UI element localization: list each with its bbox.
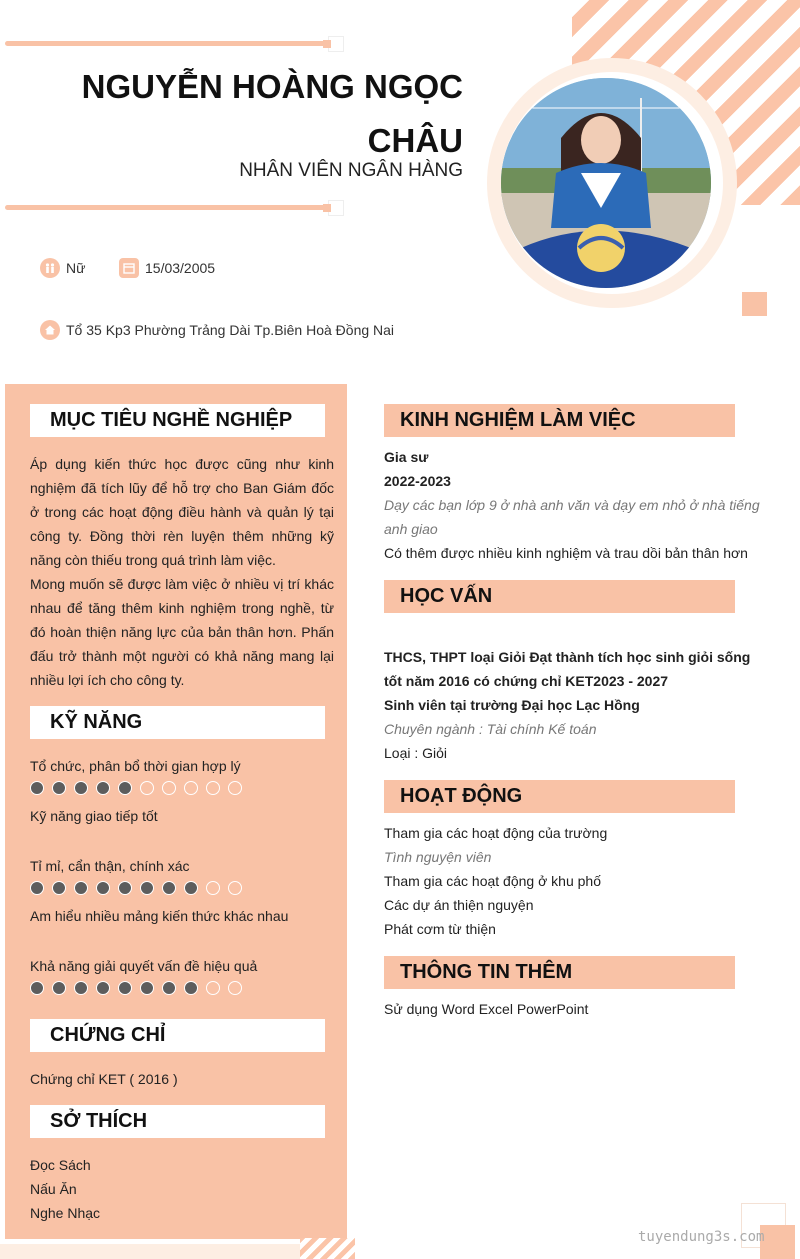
extra-info-heading: THÔNG TIN THÊM [384,956,735,989]
gender-info [40,258,85,278]
rating-dot-filled [74,781,88,795]
rating-dot-empty [206,881,220,895]
rating-dot-filled [52,981,66,995]
birthday-text: 15/03/2005 [145,260,216,276]
experience-heading: KINH NGHIỆM LÀM VIỆC [384,404,735,437]
rating-dot-filled [30,881,44,895]
rating-dot-filled [118,881,132,895]
skill-rating [30,881,242,895]
education-line-2: Sinh viên tại trường Đại học Lạc Hồng [384,697,640,713]
decorative-stripes-bottom [300,1238,355,1259]
rating-dot-filled [118,981,132,995]
decorative-line-top [5,41,327,46]
hobbies-heading: SỞ THÍCH [30,1105,325,1138]
job-title: NHÂN VIÊN NGÂN HÀNG [239,160,463,181]
rating-dot-empty [140,781,154,795]
experience-description: Dạy các bạn lớp 9 ở nhà anh văn và dạy em nhỏ ở nhà tiếng anh giao [384,497,760,537]
education-major: Chuyên ngành : Tài chính Kế toán [384,721,597,737]
skill-label: Kỹ năng giao tiếp tốt [30,808,158,824]
rating-dot-empty [228,881,242,895]
certificate-item: Chứng chỉ KET ( 2016 ) [30,1071,178,1087]
rating-dot-empty [184,781,198,795]
extra-info-text: Sử dụng Word Excel PowerPoint [384,1001,589,1017]
education-rank: Loại : Giỏi [384,745,448,761]
decorative-square [760,1225,795,1259]
rating-dot-filled [30,781,44,795]
hobby-item: Đọc Sách [30,1157,91,1173]
experience-result: Có thêm được nhiều kinh nghiệm và trau dồi bản thân hơn [384,545,748,561]
address-text: Tổ 35 Kp3 Phường Trảng Dài Tp.Biên Hoà Đồng Nai [66,322,395,338]
birthday-info [119,258,215,278]
decorative-line-bottom [5,205,327,210]
rating-dot-filled [74,881,88,895]
decorative-square [742,292,767,316]
activities-heading: HOẠT ĐỘNG [384,780,735,813]
skill-label: Am hiểu nhiều mảng kiến thức khác nhau [30,908,289,924]
hobby-item: Nấu Ăn [30,1181,77,1197]
activity-item: Tham gia các hoạt động ở khu phố [384,873,601,889]
objective-paragraph-2: Mong muốn sẽ được làm việc ở nhiều vị trí khác nhau để tăng thêm kinh nghiệm trong nghề, từ đó hoàn thiện năng lực của bản thân hơn. Phấn đấu trở thành một người có khả năng mang lại nhiều lợi ích cho công ty. [30,576,334,688]
rating-dot-filled [184,881,198,895]
rating-dot-empty [228,781,242,795]
rating-dot-empty [162,781,176,795]
objective-paragraph-1: Áp dụng kiến thức học được cũng như kinh nghiệm đã tích lũy để hỗ trợ cho Ban Giám đốc ở trong các hoạt động điều hành và quản lý tại công ty. Đồng thời rèn luyện thêm những kỹ năng còn thiếu trong quá trình làm việc. [30,456,334,568]
rating-dot-filled [162,881,176,895]
experience-period: 2022-2023 [384,473,451,489]
skill-label: Khả năng giải quyết vấn đề hiệu quả [30,958,258,974]
rating-dot-filled [96,881,110,895]
skill-label: Tỉ mỉ, cẩn thận, chính xác [30,858,190,874]
objective-heading: MỤC TIÊU NGHỀ NGHIỆP [30,404,325,437]
skill-rating [30,981,242,995]
name-line-2: CHÂU [367,122,463,159]
home-icon [40,320,60,340]
decorative-line-end [328,36,344,52]
rating-dot-empty [206,781,220,795]
rating-dot-filled [96,781,110,795]
rating-dot-empty [228,981,242,995]
rating-dot-empty [206,981,220,995]
activity-item: Các dự án thiện nguyện [384,897,534,913]
skills-heading: KỸ NĂNG [30,706,325,739]
rating-dot-filled [140,981,154,995]
rating-dot-filled [30,981,44,995]
education-heading: HỌC VẤN [384,580,735,613]
rating-dot-filled [162,981,176,995]
rating-dot-filled [96,981,110,995]
rating-dot-filled [74,981,88,995]
experience-position: Gia sư [384,449,429,465]
skill-rating [30,781,242,795]
candidate-name [23,60,463,168]
gender-text: Nữ [66,260,86,276]
profile-photo [501,78,711,288]
rating-dot-filled [52,781,66,795]
skill-label: Tổ chức, phân bổ thời gian hợp lý [30,758,241,774]
education-line-1: THCS, THPT loại Giỏi Đạt thành tích học sinh giỏi sống tốt năm 2016 có chứng chỉ KET2023 - 2027 [384,649,751,689]
activity-item: Tình nguyện viên [384,849,492,865]
address-info [40,320,394,340]
activity-item: Tham gia các hoạt động của trường [384,825,608,841]
watermark: tuyendung3s.com [638,1229,765,1245]
gender-icon [40,258,60,278]
rating-dot-filled [52,881,66,895]
hobby-item: Nghe Nhạc [30,1205,101,1221]
decorative-band [0,1244,300,1259]
name-line-1: NGUYỄN HOÀNG NGỌC [81,68,463,105]
rating-dot-filled [184,981,198,995]
calendar-icon [119,258,139,278]
activity-item: Phát cơm từ thiện [384,921,496,937]
rating-dot-filled [140,881,154,895]
rating-dot-filled [118,781,132,795]
certificates-heading: CHỨNG CHỈ [30,1019,325,1052]
decorative-line-end [328,200,344,216]
